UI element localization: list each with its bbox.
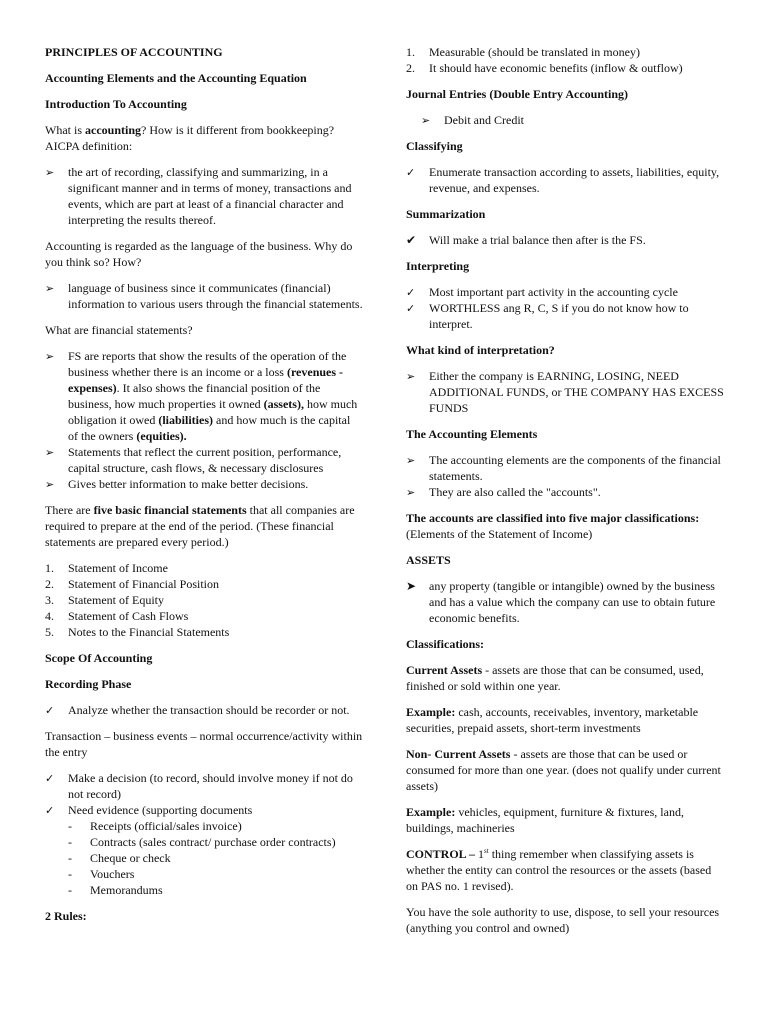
question-what-is-accounting: What is accounting? How is it different from bookkeeping? AICPA definition:: [45, 123, 335, 153]
language-list: [45, 280, 363, 312]
checkmark-icon: [45, 770, 65, 787]
list-item: ➢ They are also called the "accounts".: [406, 484, 726, 500]
list-item: ➢ Debit and Credit: [421, 112, 726, 128]
list-item: - Vouchers: [68, 867, 135, 881]
list-item: ➢ Gives better information to make better decisions.: [45, 476, 363, 492]
rules-list: [406, 44, 726, 76]
statements-list: [45, 560, 363, 640]
scope-heading: Scope Of Accounting: [45, 651, 153, 665]
current-assets-paragraph: Current Assets - assets are those that can be consumed, used, finished or sold within one year.: [406, 663, 704, 693]
checkmark-icon: [406, 300, 426, 317]
rules-heading: 2 Rules:: [45, 909, 87, 923]
list-item: ✔ Will make a trial balance then after is the FS.: [406, 232, 726, 248]
list-item: ➢ Statements that reflect the current position, performance, capital structure, cash flows, & necessary disclosures: [45, 444, 363, 476]
interpreting-list: [406, 284, 726, 332]
checkmark-icon: [406, 164, 426, 181]
recording-list: [45, 702, 363, 718]
left-column: [45, 44, 363, 934]
transaction-paragraph: Transaction – business events – normal occurrence/activity within the entry: [45, 729, 363, 759]
control-paragraph: CONTROL – 1st thing remember when classifying assets is whether the entity can control the resources or the assets (based on PAS no. 1 revised).: [406, 847, 712, 893]
list-item: ➢ The accounting elements are the components of the financial statements.: [406, 452, 726, 484]
question-language: Accounting is regarded as the language of the business. Why do you think so? How?: [45, 239, 353, 269]
journal-heading: Journal Entries (Double Entry Accounting): [406, 87, 629, 101]
arrow-bullet-icon: [45, 444, 65, 461]
classified-paragraph: The accounts are classified into five major classifications: (Elements of the Statement of Income): [406, 511, 700, 541]
classifying-heading: Classifying: [406, 139, 463, 153]
arrow-bullet-icon: [45, 164, 65, 181]
checkmark-icon: [406, 232, 426, 248]
assets-heading: ASSETS: [406, 553, 451, 567]
list-item: - Contracts (sales contract/ purchase order contracts): [68, 835, 336, 849]
intro-heading: Introduction To Accounting: [45, 97, 187, 111]
journal-list: [406, 112, 726, 128]
list-item: ✓ Make a decision (to record, should involve money if not do not record): [45, 770, 363, 802]
list-item: 2. It should have economic benefits (inflow & outflow): [406, 61, 683, 75]
five-statements-paragraph: There are five basic financial statements that all companies are required to prepare at the end of the period. (These financial statements are prepared every period.): [45, 503, 355, 549]
definition-list: [45, 164, 363, 228]
list-item: - Receipts (official/sales invoice): [68, 819, 242, 833]
document-title: PRINCIPLES OF ACCOUNTING: [45, 45, 223, 59]
list-item: 1. Measurable (should be translated in money): [406, 45, 640, 59]
decision-list: [45, 770, 363, 898]
summarization-list: [406, 232, 726, 248]
list-item: ➤ any property (tangible or intangible) owned by the business and has a value which the company can use to obtain future economic benefits.: [406, 578, 726, 626]
recording-heading: Recording Phase: [45, 677, 132, 691]
checkmark-icon: [406, 284, 426, 301]
list-item: 5. Notes to the Financial Statements: [45, 625, 230, 639]
list-item: 4. Statement of Cash Flows: [45, 609, 189, 623]
elements-heading: The Accounting Elements: [406, 427, 538, 441]
list-item: - Memorandums: [68, 883, 163, 897]
list-item: ✓ Enumerate transaction according to assets, liabilities, equity, revenue, and expenses.: [406, 164, 726, 196]
sole-authority-paragraph: You have the sole authority to use, dispose, to sell your resources (anything you control and owned): [406, 905, 720, 935]
interpreting-heading: Interpreting: [406, 259, 470, 273]
list-item: 3. Statement of Equity: [45, 593, 164, 607]
list-item: ➢ the art of recording, classifying and summarizing, in a significant manner and in terms of money, transactions and events, which are part at least of a financial character and interpreting the results thereof.: [45, 164, 363, 228]
arrow-bullet-icon: [406, 484, 426, 501]
kind-heading: What kind of interpretation?: [406, 343, 555, 357]
noncurrent-assets-paragraph: Non- Current Assets - assets are those that can be used or consumed for more than one year. (does not qualify under current assets): [406, 747, 721, 793]
list-item: ✓ Need evidence (supporting documents - Receipts (official/sales invoice) - Contracts (sales contract/ purchase order contracts) - Cheque or check - Vouchers - Memorandums: [45, 802, 363, 898]
kind-list: [406, 368, 726, 416]
list-item: ➢ language of business since it communicates (financial) information to various users through the financial statements.: [45, 280, 363, 312]
classifying-list: [406, 164, 726, 196]
list-item: 2. Statement of Financial Position: [45, 577, 219, 591]
summarization-heading: Summarization: [406, 207, 486, 221]
list-item: ➢ FS are reports that show the results of the operation of the business whether there is an income or a loss (revenues - expenses). It also shows the financial position of the business, how much properties it owned (assets), how much obligation it owed (liabilities) and how much is the capital of the owners (equities).: [45, 348, 363, 444]
arrow-bullet-icon: [45, 348, 65, 365]
arrow-bullet-icon: [406, 368, 426, 385]
arrow-bullet-icon: [406, 578, 426, 594]
arrow-bullet-icon: [45, 476, 65, 493]
example-current-paragraph: Example: cash, accounts, receivables, inventory, marketable securities, prepaid assets, short-term investments: [406, 705, 699, 735]
question-financial-statements: What are financial statements?: [45, 323, 193, 337]
list-item: ✓ WORTHLESS ang R, C, S if you do not know how to interpret.: [406, 300, 726, 332]
checkmark-icon: [45, 802, 65, 819]
list-item: - Cheque or check: [68, 851, 171, 865]
list-item: 1. Statement of Income: [45, 561, 168, 575]
list-item: ➢ Either the company is EARNING, LOSING, NEED ADDITIONAL FUNDS, or THE COMPANY HAS EXCESS FUNDS: [406, 368, 726, 416]
assets-list: [406, 578, 726, 626]
arrow-bullet-icon: [421, 112, 441, 129]
classifications-heading: Classifications:: [406, 637, 484, 651]
right-column: [406, 44, 726, 946]
arrow-bullet-icon: [45, 280, 65, 297]
document-subtitle: Accounting Elements and the Accounting Equation: [45, 71, 307, 85]
list-item: ✓ Analyze whether the transaction should be recorder or not.: [45, 702, 363, 718]
example-noncurrent-paragraph: Example: vehicles, equipment, furniture & fixtures, land, buildings, machineries: [406, 805, 684, 835]
list-item: ✓ Most important part activity in the accounting cycle: [406, 284, 726, 300]
fs-list: [45, 348, 363, 492]
evidence-sublist: [68, 818, 363, 898]
elements-list: [406, 452, 726, 500]
checkmark-icon: [45, 702, 65, 719]
arrow-bullet-icon: [406, 452, 426, 469]
